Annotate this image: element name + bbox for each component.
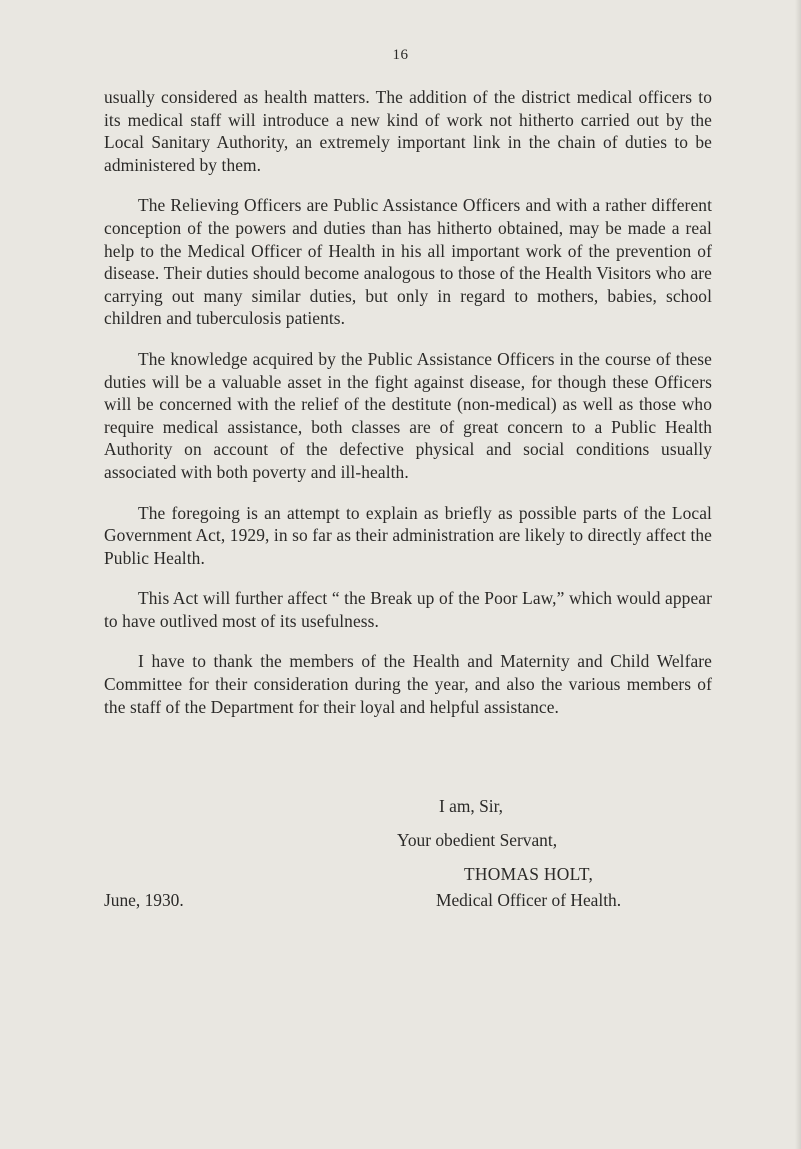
letter-signoff	[104, 795, 712, 925]
closing-salutation: I am, Sir,	[439, 796, 504, 816]
signatory-title: Medical Officer of Health.	[436, 890, 622, 910]
signatory-name: THOMAS HOLT,	[464, 864, 594, 884]
letter-date: June, 1930.	[104, 890, 184, 910]
paragraph: The knowledge acquired by the Public Assistance Officers in the course of these duties will be a valuable asset in the fight against disease, for though these Officers will be concerned with the relief of the destitute (non-medical) as well as those who require medical assistance, both classes are of great concern to a Public Health Authority on account of the defective physical and social conditions usually associated with both poverty and ill-health.	[104, 348, 712, 482]
letter-body	[104, 86, 712, 736]
paragraph: The foregoing is an attempt to explain as briefly as possible parts of the Local Government Act, 1929, in so far as their administration are likely to directly affect the Public Health.	[104, 502, 712, 568]
paragraph: This Act will further affect “ the Break up of the Poor Law,” which would appear to have outlived most of its usefulness.	[104, 588, 712, 631]
paragraph: The Relieving Officers are Public Assistance Officers and with a rather different conception of the powers and duties than has hitherto obtained, may be made a real help to the Medical Officer of Health in his all important work of the prevention of disease. Their duties should become analogous to those of the Health Visitors who are carrying out many similar duties, but only in regard to mothers, babies, school children and tuberculosis patients.	[104, 195, 712, 329]
paragraph: I have to thank the members of the Health and Maternity and Child Welfare Committee for their consideration during the year, and also the various members of the staff of the Department for their loyal and helpful assistance.	[104, 651, 712, 717]
page-number: 16	[392, 47, 409, 63]
page-edge-shadow	[795, 0, 801, 1149]
complimentary-close: Your obedient Servant,	[397, 830, 558, 850]
paragraph: usually considered as health matters. The addition of the district medical officers to its medical staff will introduce a new kind of work not hitherto carried out by the Local Sanitary Authority, an extremely important link in the chain of duties to be administered by them.	[104, 87, 712, 175]
